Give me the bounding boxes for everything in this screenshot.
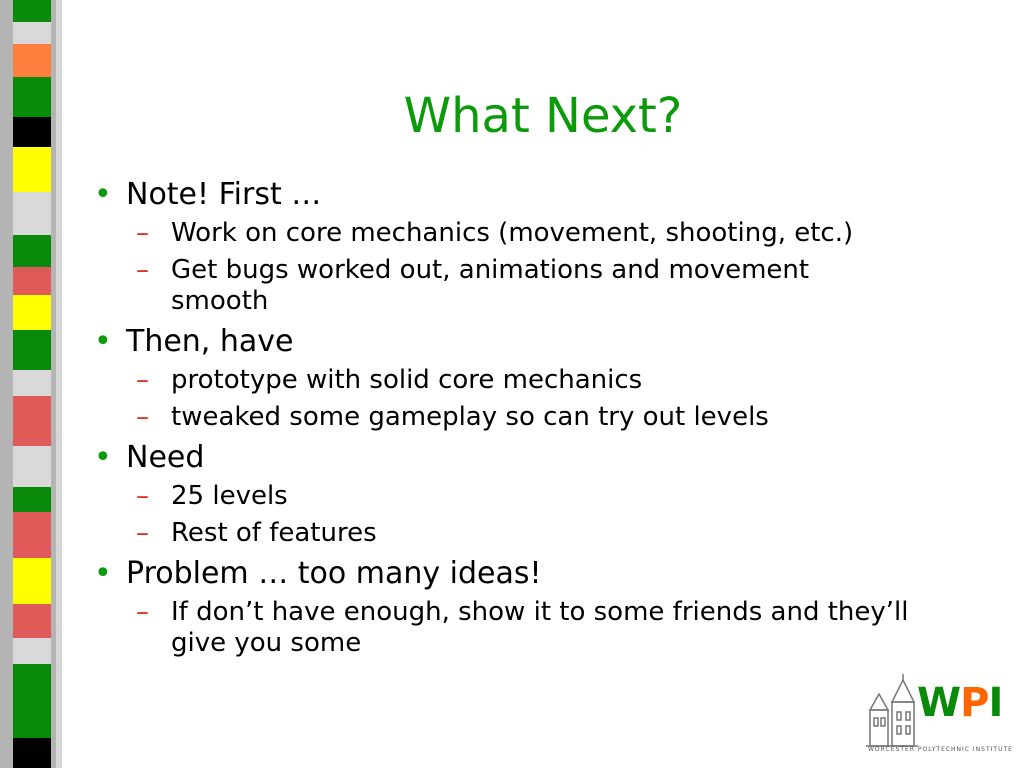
building-icon (864, 672, 920, 750)
bullet-dot-icon: • (94, 556, 112, 591)
wordmark-letter: I (988, 680, 1003, 726)
strip-block-green (13, 0, 51, 22)
sub-bullet-item (90, 518, 970, 549)
strip-block-red (13, 604, 51, 638)
sub-bullet-item (90, 218, 970, 249)
slide-content (90, 176, 970, 665)
bullet-item (90, 176, 970, 214)
strip-block-green (13, 664, 51, 738)
strip-block-green (13, 235, 51, 267)
strip-block-green (13, 330, 51, 370)
bullet-dot-icon: • (94, 324, 112, 359)
sub-bullet-item (90, 402, 970, 433)
bullet-text: Problem … too many ideas! (126, 556, 542, 591)
bullet-text: Then, have (126, 324, 294, 359)
strip-block-black (13, 738, 51, 768)
wpi-wordmark (917, 678, 1002, 728)
strip-block-red (13, 396, 51, 446)
strip-block-green (13, 77, 51, 117)
sub-bullet-item (90, 481, 970, 512)
bullet-dot-icon: • (94, 440, 112, 475)
bullet-item (90, 323, 970, 361)
dash-icon: – (136, 518, 149, 548)
bullet-item (90, 439, 970, 477)
strip-block-red (13, 267, 51, 295)
bullet-text: Note! First … (126, 177, 322, 212)
strip-block-orange (13, 44, 51, 77)
bullet-item (90, 555, 970, 593)
dash-icon: – (136, 365, 149, 395)
sub-bullet-item (90, 365, 970, 396)
strip-block-yellow (13, 147, 51, 192)
strip-block-yellow (13, 295, 51, 330)
sub-bullet-text: tweaked some gameplay so can try out levels (171, 402, 769, 432)
strip-block-yellow (13, 558, 51, 604)
strip-block-red (13, 512, 51, 558)
strip-block-green (13, 487, 51, 512)
wpi-logo-caption: WORCESTER POLYTECHNIC INSTITUTE (868, 746, 1013, 753)
sub-bullet-text: 25 levels (171, 481, 288, 511)
wordmark-letter: W (917, 680, 961, 726)
wpi-logo (864, 672, 1014, 762)
dash-icon: – (136, 218, 149, 248)
wordmark-letter: P (960, 680, 989, 726)
dash-icon: – (136, 255, 149, 285)
dash-icon: – (136, 597, 149, 627)
strip-block-black (13, 117, 51, 147)
dash-icon: – (136, 402, 149, 432)
sub-bullet-text: Work on core mechanics (movement, shooting, etc.) (171, 218, 854, 248)
sub-bullet-text: prototype with solid core mechanics (171, 365, 643, 395)
bullet-dot-icon: • (94, 177, 112, 212)
sub-bullet-text: If don’t have enough, show it to some friends and they’ll give you some (171, 597, 909, 658)
sub-bullet-item (90, 597, 931, 659)
dash-icon: – (136, 481, 149, 511)
sub-bullet-text: Get bugs worked out, animations and movement smooth (171, 255, 810, 316)
sub-bullet-item (90, 255, 871, 317)
bullet-text: Need (126, 440, 205, 475)
slide-title: What Next? (403, 88, 683, 144)
sub-bullet-text: Rest of features (171, 518, 377, 548)
